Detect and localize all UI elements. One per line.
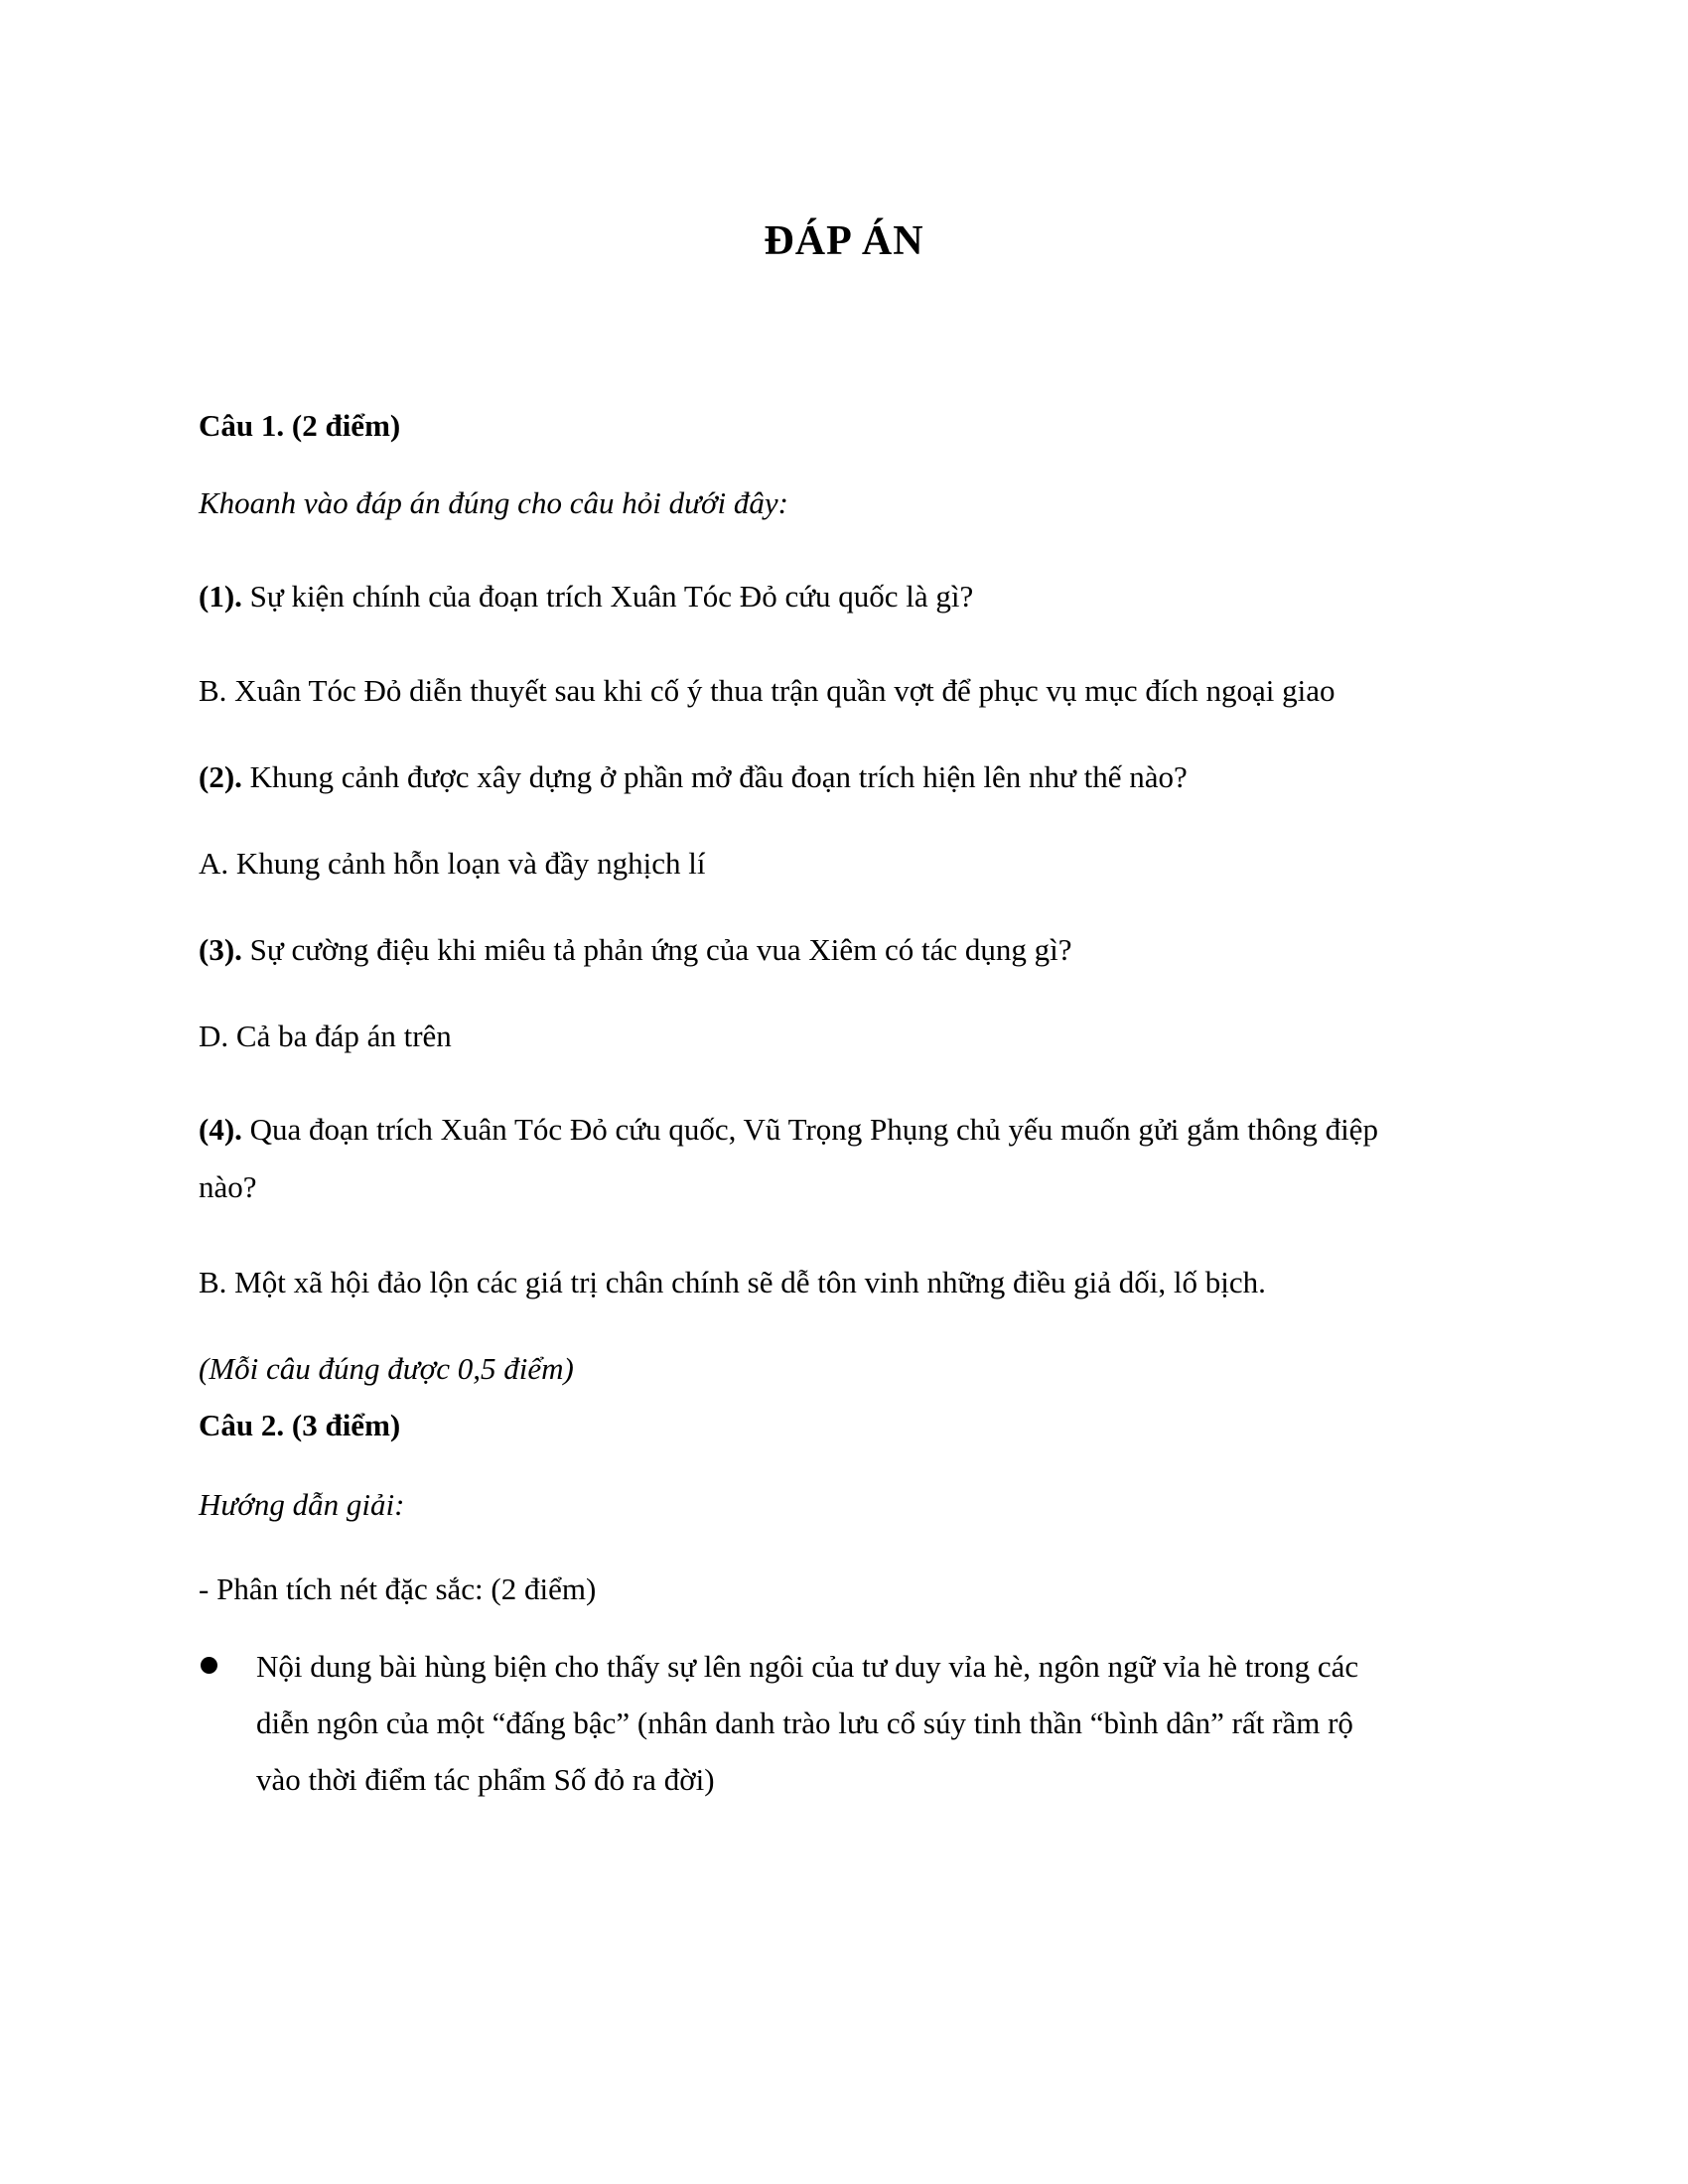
subquestion-4-number: (4). xyxy=(199,1112,242,1147)
scoring-note: (Mỗi câu đúng được 0,5 điểm) xyxy=(199,1351,574,1386)
subquestion-2-number: (2). xyxy=(199,759,242,794)
subquestion-2-answer: A. Khung cảnh hỗn loạn và đầy nghịch lí xyxy=(199,846,706,881)
subquestion-1-answer: B. Xuân Tóc Đỏ diễn thuyết sau khi cố ý thua trận quần vợt để phục vụ mục đích ngoại giao xyxy=(199,673,1336,708)
subquestion-3-text: Sự cường điệu khi miêu tả phản ứng của vua Xiêm có tác dụng gì? xyxy=(249,932,1072,967)
question-2-guide: Hướng dẫn giải: xyxy=(199,1487,405,1522)
question-1-instruction: Khoanh vào đáp án đúng cho câu hỏi dưới đây: xyxy=(199,485,788,520)
page-title: ĐÁP ÁN xyxy=(764,218,924,264)
bullet-text xyxy=(256,1638,1477,1808)
answer-sheet-page xyxy=(199,0,1489,2184)
subquestion-1-number: (1). xyxy=(199,579,242,614)
subquestion-4-answer: B. Một xã hội đảo lộn các giá trị chân chính sẽ dễ tôn vinh những điều giả dối, lố bịch. xyxy=(199,1265,1266,1299)
subquestion-1 xyxy=(199,576,1489,618)
subquestion-4-text-line2: nào? xyxy=(199,1169,257,1204)
analysis-point: - Phân tích nét đặc sắc: (2 điểm) xyxy=(199,1571,597,1606)
question-1-heading: Câu 1. (2 điểm) xyxy=(199,408,401,443)
subquestion-4 xyxy=(199,1109,1489,1152)
subquestion-3-answer: D. Cả ba đáp án trên xyxy=(199,1019,452,1053)
subquestion-2-text: Khung cảnh được xây dựng ở phần mở đầu đoạn trích hiện lên như thế nào? xyxy=(249,759,1188,794)
subquestion-3 xyxy=(199,929,1489,972)
bullet-dot-icon xyxy=(201,1657,217,1674)
subquestion-3-number: (3). xyxy=(199,932,242,967)
subquestion-2 xyxy=(199,756,1489,799)
bullet-text-line1: Nội dung bài hùng biện cho thấy sự lên ngôi của tư duy vỉa hè, ngôn ngữ vỉa hè trong các xyxy=(256,1649,1359,1684)
subquestion-1-text: Sự kiện chính của đoạn trích Xuân Tóc Đỏ cứu quốc là gì? xyxy=(249,579,974,614)
question-2-heading: Câu 2. (3 điểm) xyxy=(199,1408,401,1442)
bullet-text-line3: vào thời điểm tác phẩm Số đỏ ra đời) xyxy=(256,1762,715,1797)
subquestion-4-text-line1: Qua đoạn trích Xuân Tóc Đỏ cứu quốc, Vũ Trọng Phụng chủ yếu muốn gửi gắm thông điệp xyxy=(249,1112,1378,1147)
bullet-text-line2: diễn ngôn của một “đấng bậc” (nhân danh trào lưu cổ súy tinh thần “bình dân” rất rầm rộ xyxy=(256,1706,1353,1740)
